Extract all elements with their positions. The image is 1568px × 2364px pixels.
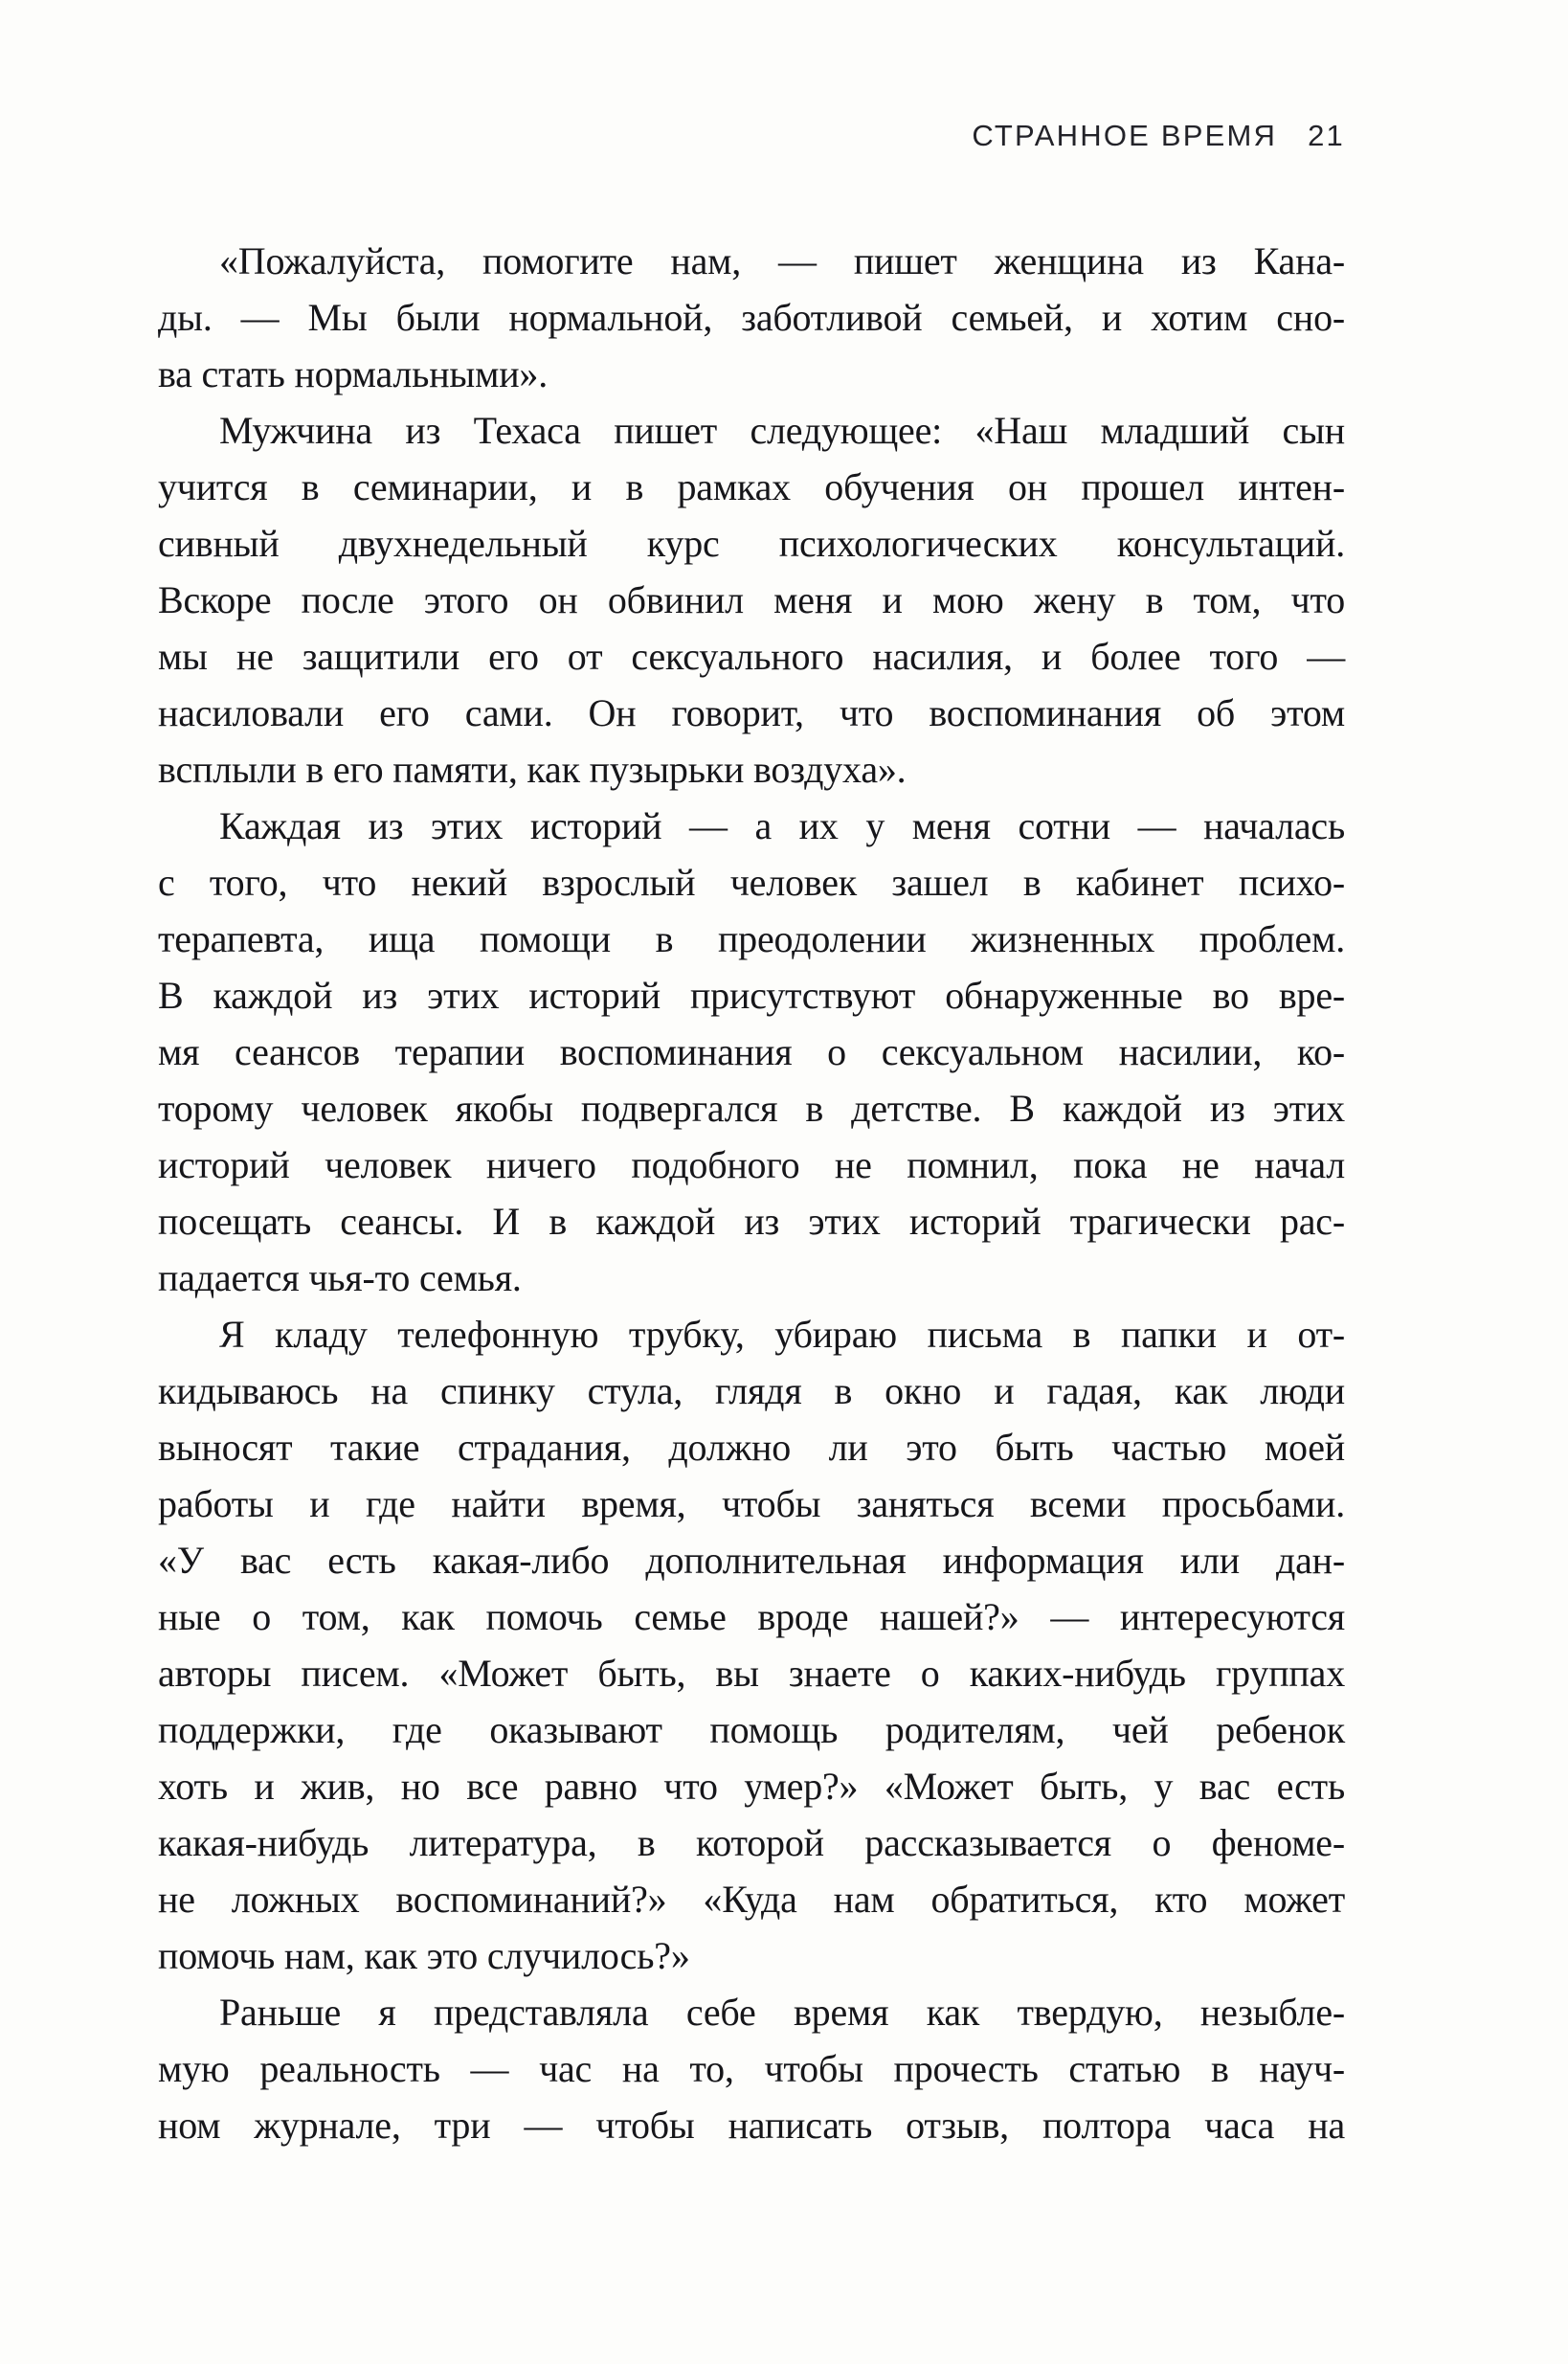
text-line: мы не защитили его от сексуального насилия, и более того — — [158, 635, 1345, 678]
paragraph — [158, 1984, 1345, 2153]
text-line: Я кладу телефонную трубку, убираю письма в папки и от- — [219, 1313, 1345, 1356]
text-line: сивный двухнедельный курс психологических консультаций. — [158, 522, 1345, 565]
text-line: терапевта, ища помощи в преодолении жизненных проблем. — [158, 917, 1345, 960]
running-header — [972, 119, 1345, 153]
text-line: авторы писем. «Может быть, вы знаете о каких-нибудь группах — [158, 1652, 1345, 1695]
text-line: учится в семинарии, и в рамках обучения он прошел интен- — [158, 465, 1345, 508]
text-line: работы и где найти время, чтобы заняться всеми просьбами. — [158, 1482, 1345, 1525]
paragraph — [158, 233, 1345, 402]
text-line: насиловали его сами. Он говорит, что воспоминания об этом — [158, 691, 1345, 734]
text-line: торому человек якобы подвергался в детстве. В каждой из этих — [158, 1087, 1345, 1130]
text-line: кидываюсь на спинку стула, глядя в окно и гадая, как люди — [158, 1369, 1345, 1412]
text-line: выносят такие страдания, должно ли это быть частью моей — [158, 1426, 1345, 1469]
text-line: посещать сеансы. И в каждой из этих историй трагически рас- — [158, 1200, 1345, 1243]
text-line: Мужчина из Техаса пишет следующее: «Наш младший сын — [219, 409, 1345, 452]
text-line: хоть и жив, но все равно что умер?» «Может быть, у вас есть — [158, 1765, 1345, 1808]
text-line: историй человек ничего подобного не помнил, пока не начал — [158, 1143, 1345, 1186]
chapter-title: СТРАННОЕ ВРЕМЯ — [972, 119, 1278, 152]
text-line: ды. — Мы были нормальной, заботливой семьей, и хотим сно- — [158, 296, 1345, 339]
text-line: ва стать нормальными». — [158, 352, 549, 395]
text-line: мя сеансов терапии воспоминания о сексуальном насилии, ко- — [158, 1030, 1345, 1073]
text-line: Каждая из этих историй — а их у меня сотни — началась — [219, 804, 1345, 847]
text-line: всплыли в его памяти, как пузырьки воздуха». — [158, 748, 907, 791]
text-line: «У вас есть какая-либо дополнительная информация или дан- — [158, 1539, 1345, 1582]
paragraph — [158, 402, 1345, 798]
text-line: падается чья-то семья. — [158, 1256, 522, 1299]
text-line: поддержки, где оказывают помощь родителям, чей ребенок — [158, 1708, 1345, 1751]
text-line: «Пожалуйста, помогите нам, — пишет женщина из Кана- — [219, 239, 1345, 282]
text-line: с того, что некий взрослый человек зашел в кабинет психо- — [158, 861, 1345, 904]
text-line: не ложных воспоминаний?» «Куда нам обратиться, кто может — [158, 1878, 1345, 1921]
page-number: 21 — [1308, 119, 1345, 152]
text-line: ные о том, как помочь семье вроде нашей?» — интересуются — [158, 1595, 1345, 1638]
text-line: ном журнале, три — чтобы написать отзыв, полтора часа на — [158, 2104, 1345, 2147]
text-line: Вскоре после этого он обвинил меня и мою жену в том, что — [158, 578, 1345, 621]
body-text — [158, 233, 1345, 2153]
text-line: помочь нам, как это случилось?» — [158, 1934, 690, 1977]
paragraph — [158, 1306, 1345, 1984]
text-line: какая-нибудь литература, в которой рассказывается о феноме- — [158, 1821, 1345, 1864]
text-line: мую реальность — час на то, чтобы прочесть статью в науч- — [158, 2047, 1345, 2090]
paragraph — [158, 798, 1345, 1306]
text-line: Раньше я представляла себе время как твердую, незыбле- — [219, 1991, 1345, 2034]
text-line: В каждой из этих историй присутствуют обнаруженные во вре- — [158, 974, 1345, 1017]
